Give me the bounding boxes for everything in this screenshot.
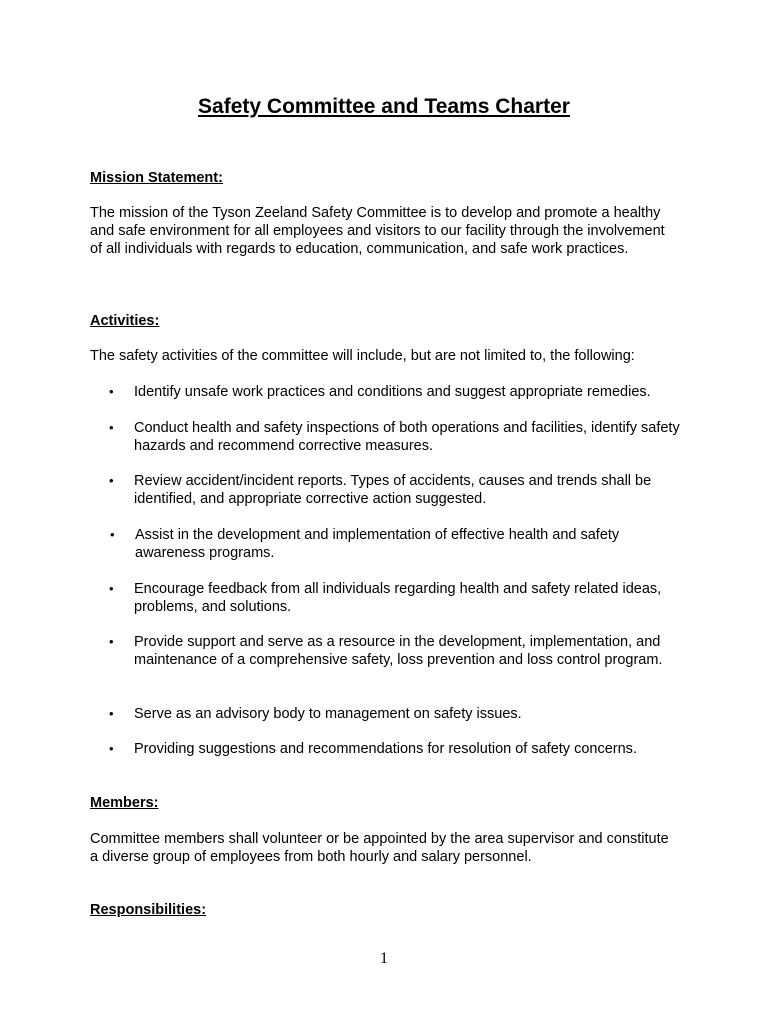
bullet-icon: • xyxy=(109,706,114,721)
list-item xyxy=(109,705,680,723)
list-item-text: Serve as an advisory body to management on safety issues. xyxy=(134,706,522,722)
document-title: Safety Committee and Teams Charter xyxy=(198,95,570,118)
responsibilities-heading: Responsibilities: xyxy=(90,902,207,918)
list-item-text: Provide support and serve as a resource in the development, implementation, and maintenance of a comprehensive safety, loss prevention and loss control program. xyxy=(134,634,663,668)
list-item-text: Identify unsafe work practices and conditions and suggest appropriate remedies. xyxy=(134,384,651,400)
activities-intro: The safety activities of the committee will include, but are not limited to, the following: xyxy=(90,348,635,364)
members-text: Committee members shall volunteer or be appointed by the area supervisor and constitute a diverse group of employees from both hourly and salary personnel. xyxy=(90,831,669,865)
list-item xyxy=(109,633,680,669)
bullet-icon: • xyxy=(109,634,114,649)
list-item xyxy=(109,740,680,758)
bullet-icon: • xyxy=(109,473,114,488)
bullet-icon: • xyxy=(109,384,114,399)
activities-heading: Activities: xyxy=(90,313,160,329)
bullet-icon: • xyxy=(109,741,114,756)
bullet-icon: • xyxy=(109,420,114,435)
mission-heading: Mission Statement: xyxy=(90,170,223,186)
list-item-text: Assist in the development and implementation of effective health and safety awareness programs. xyxy=(135,527,620,561)
list-item-text: Review accident/incident reports. Types of accidents, causes and trends shall be identified, and appropriate corrective action suggested. xyxy=(134,473,652,507)
list-item-text: Encourage feedback from all individuals regarding health and safety related ideas, problems, and solutions. xyxy=(134,581,662,615)
list-item xyxy=(109,472,680,508)
list-item xyxy=(109,419,680,455)
bullet-icon: • xyxy=(110,527,115,542)
bullet-icon: • xyxy=(109,581,114,596)
mission-text: The mission of the Tyson Zeeland Safety Committee is to develop and promote a healthy and safe environment for all employees and visitors to our facility through the involvement of all individuals with regards to education, communication, and safe work practices. xyxy=(90,205,665,257)
list-item xyxy=(110,526,681,562)
page-number: 1 xyxy=(380,950,388,967)
members-heading: Members: xyxy=(90,795,159,811)
list-item xyxy=(109,580,680,616)
list-item-text: Conduct health and safety inspections of both operations and facilities, identify safety hazards and recommend corrective measures. xyxy=(134,420,680,454)
list-item-text: Providing suggestions and recommendations for resolution of safety concerns. xyxy=(134,741,637,757)
list-item xyxy=(109,383,680,401)
